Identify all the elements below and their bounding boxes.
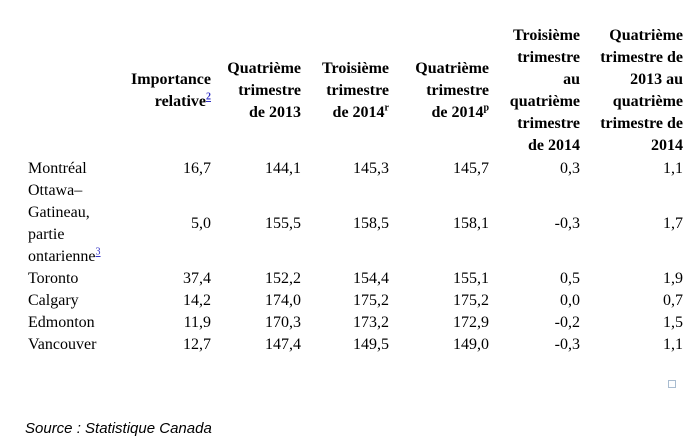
col-header-q3-to-q4-2014 [489, 24, 580, 158]
header-line: Quatrième [227, 60, 301, 77]
header-line: trimestre de [600, 49, 683, 66]
row-label-ottawa-gatineau [25, 180, 115, 268]
cell-y-over-y: 1,9 [663, 270, 683, 287]
cell-q3-to-q4: -0,3 [554, 215, 580, 232]
header-line: quatrième [509, 93, 580, 110]
cell-importance: 37,4 [183, 270, 211, 287]
revised-superscript: r [384, 102, 389, 114]
table-header-row [25, 24, 683, 158]
cell-q4-2014: 149,0 [453, 336, 489, 353]
row-label-line: Montréal [28, 160, 87, 177]
price-index-table [25, 24, 683, 356]
table-row-toronto [25, 268, 683, 290]
empty-placeholder-square [668, 380, 676, 388]
header-line [115, 91, 211, 113]
header-line: de 2014 [528, 137, 580, 154]
cell-q3-to-q4: 0,0 [560, 292, 580, 309]
header-line-text: relative [154, 93, 206, 110]
col-header-q4-2013-to-q4-2014 [580, 24, 683, 158]
cell-q3-to-q4: 0,5 [560, 270, 580, 287]
cell-q3-2014: 149,5 [353, 336, 389, 353]
header-line: trimestre [517, 49, 580, 66]
cell-importance: 11,9 [183, 314, 211, 331]
header-line: Importance [131, 71, 211, 88]
cell-q3-2014: 158,5 [353, 215, 389, 232]
header-line: trimestre [326, 82, 389, 99]
header-line [389, 102, 489, 124]
cell-y-over-y: 1,1 [663, 160, 683, 177]
header-line [301, 102, 389, 124]
row-label-line: partie [28, 226, 65, 243]
footnote-3-link[interactable]: 3 [95, 246, 101, 258]
header-line: Quatrième [415, 60, 489, 77]
col-header-q3-2014 [301, 24, 389, 158]
cell-y-over-y: 1,1 [663, 336, 683, 353]
cell-q3-2014: 173,2 [353, 314, 389, 331]
cell-q3-to-q4: 0,3 [560, 160, 580, 177]
cell-q4-2014: 172,9 [453, 314, 489, 331]
header-line: Troisième [513, 27, 580, 44]
header-line: 2014 [651, 137, 683, 154]
row-label-line: Calgary [28, 292, 79, 309]
cell-q4-2013: 144,1 [265, 160, 301, 177]
cell-q4-2014: 145,7 [453, 160, 489, 177]
row-label-line: Edmonton [28, 314, 95, 331]
cell-q4-2014: 175,2 [453, 292, 489, 309]
cell-q3-2014: 175,2 [353, 292, 389, 309]
cell-q4-2013: 174,0 [265, 292, 301, 309]
row-label-line: Gatineau, [28, 204, 90, 221]
row-label-line [28, 246, 115, 268]
header-line: au [563, 71, 580, 88]
cell-importance: 14,2 [183, 292, 211, 309]
table-row-ottawa-gatineau [25, 180, 683, 268]
cell-q4-2014: 155,1 [453, 270, 489, 287]
row-label-montreal [25, 158, 115, 180]
row-label-text: ontarienne [28, 248, 96, 265]
cell-q4-2014: 158,1 [453, 215, 489, 232]
table-row-edmonton [25, 312, 683, 334]
header-line: quatrième [612, 93, 683, 110]
header-line: Troisième [322, 60, 389, 77]
row-label-line: Toronto [28, 270, 79, 287]
cell-q4-2013: 147,4 [265, 336, 301, 353]
col-header-importance-relative [115, 24, 211, 158]
preliminary-superscript: p [483, 102, 489, 114]
row-label-calgary [25, 290, 115, 312]
cell-q3-to-q4: -0,2 [554, 314, 580, 331]
row-label-line: Ottawa– [28, 182, 83, 199]
col-header-q4-2013 [211, 24, 301, 158]
header-line: 2013 au [630, 71, 683, 88]
row-label-vancouver [25, 334, 115, 356]
col-header-q4-2014 [389, 24, 489, 158]
row-label-toronto [25, 268, 115, 290]
cell-y-over-y: 0,7 [663, 292, 683, 309]
header-line-text: de 2014 [332, 104, 385, 121]
cell-q3-2014: 145,3 [353, 160, 389, 177]
cell-q4-2013: 155,5 [265, 215, 301, 232]
header-line: de 2013 [249, 104, 301, 121]
header-line: trimestre [517, 115, 580, 132]
cell-importance: 12,7 [183, 336, 211, 353]
header-line: trimestre [238, 82, 301, 99]
footnote-2-link[interactable]: 2 [206, 91, 211, 103]
table-row-calgary [25, 290, 683, 312]
header-line-text: de 2014 [431, 104, 484, 121]
cell-q3-2014: 154,4 [353, 270, 389, 287]
cell-importance: 5,0 [191, 215, 211, 232]
header-line: trimestre de [600, 115, 683, 132]
cell-y-over-y: 1,7 [663, 215, 683, 232]
cell-q4-2013: 152,2 [265, 270, 301, 287]
source-note: Source : Statistique Canada [25, 420, 212, 437]
corner-cell [25, 24, 115, 158]
cell-q4-2013: 170,3 [265, 314, 301, 331]
table-row-montreal [25, 158, 683, 180]
cell-importance: 16,7 [183, 160, 211, 177]
header-line: trimestre [426, 82, 489, 99]
row-label-line: Vancouver [28, 336, 97, 353]
cell-q3-to-q4: -0,3 [554, 336, 580, 353]
cell-y-over-y: 1,5 [663, 314, 683, 331]
header-line: Quatrième [609, 27, 683, 44]
row-label-edmonton [25, 312, 115, 334]
table-row-vancouver [25, 334, 683, 356]
